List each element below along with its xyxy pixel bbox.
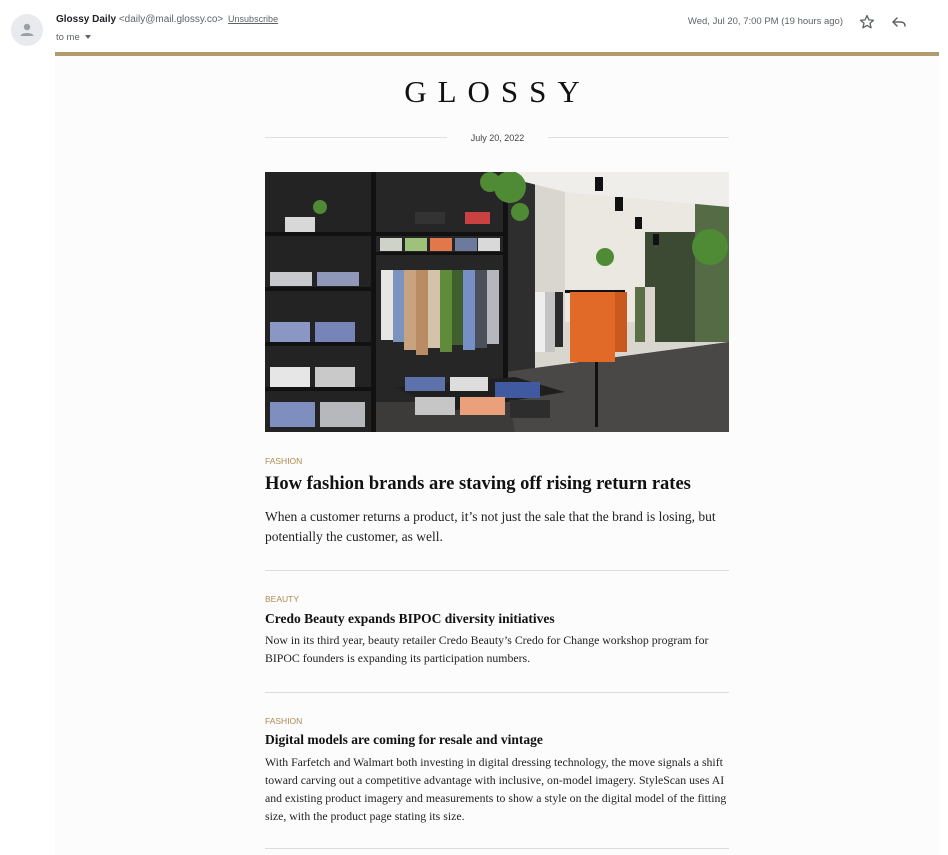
article-title[interactable]: Credo Beauty expands BIPOC diversity initiatives [265, 611, 555, 626]
sender-name[interactable]: Glossy Daily [56, 14, 117, 25]
sender-address: <daily@mail.glossy.co> [118, 14, 224, 25]
date-divider-left [265, 137, 447, 138]
star-icon [857, 12, 877, 32]
received-time: Wed, Jul 20, 7:00 PM (19 hours ago) [687, 16, 843, 27]
issue-date: July 20, 2022 [470, 133, 525, 143]
article-summary: Now in its third year, beauty retailer Credo Beauty’s Credo for Change workshop program for BIPOC founders is expanding its participation numbers. [265, 633, 709, 665]
article-divider [265, 570, 729, 571]
reply-icon [889, 12, 909, 32]
date-divider-right [548, 137, 729, 138]
person-icon [11, 14, 43, 46]
article-divider [265, 848, 729, 849]
sender-avatar[interactable] [11, 14, 43, 46]
caret-down-icon [85, 35, 91, 39]
reply-button[interactable] [889, 12, 909, 32]
recipient-label: to me [56, 32, 80, 43]
unsubscribe-link[interactable]: Unsubscribe [228, 14, 279, 24]
article-category: BEAUTY [265, 594, 300, 604]
article-summary: When a customer returns a product, it’s not just the sale that the brand is losing, but potentially the customer, as well. [265, 509, 716, 544]
recipient-details-toggle[interactable] [56, 32, 91, 43]
article-title[interactable]: How fashion brands are staving off rising return rates [265, 474, 691, 494]
sender-line [56, 14, 278, 25]
article-summary: With Farfetch and Walmart both investing in digital dressing technology, the move signals a shift toward carving out a competitive advantage with inclusive, on-model imagery. StyleScan uses AI and existing product imagery and measurements to show a style on the digital model of the fitting size, with the product page stating its size. [265, 755, 727, 823]
accent-bar [55, 52, 939, 56]
store-illustration [265, 172, 729, 432]
hero-image[interactable] [265, 172, 729, 432]
star-button[interactable] [857, 12, 877, 32]
article-category: FASHION [265, 716, 303, 726]
article-title[interactable]: Digital models are coming for resale and vintage [265, 732, 543, 747]
article-category: FASHION [265, 456, 303, 466]
email-header [0, 0, 948, 52]
newsletter-logo[interactable]: GLOSSY [404, 74, 591, 109]
article-divider [265, 692, 729, 693]
